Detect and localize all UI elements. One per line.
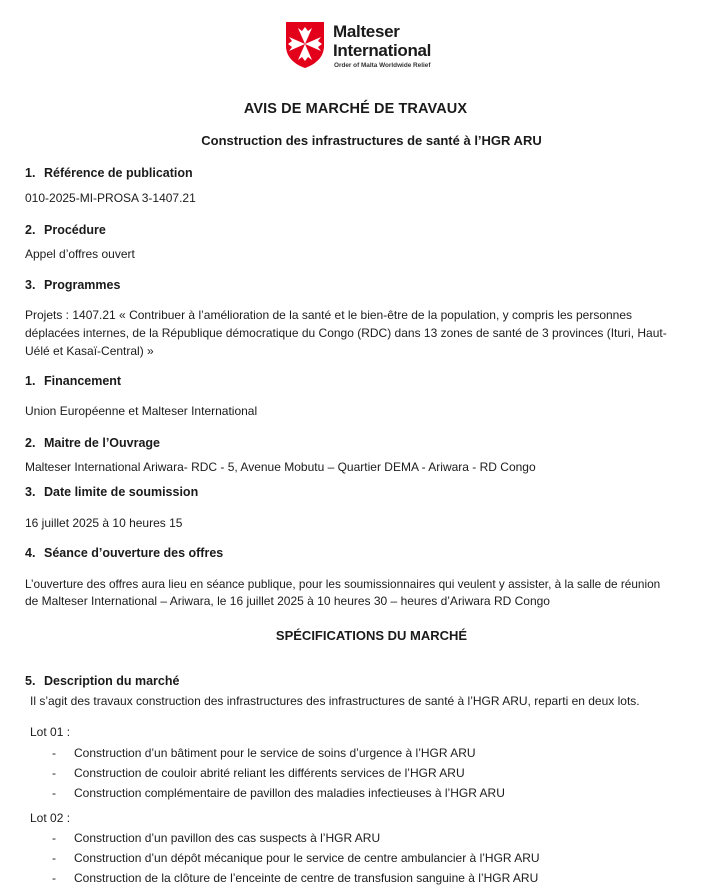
list-item-text: Construction d’un pavillon des cas suspects à l’HGR ARU [74, 831, 381, 845]
section-number: 1. [25, 374, 36, 388]
document-subtitle: Construction des infrastructures de santé à l’HGR ARU [201, 133, 542, 148]
section-text-seance-line1: L’ouverture des offres aura lieu en séance publique, pour les soumissionnaires qui veulent y assister, à la salle de réunion [25, 577, 661, 591]
malteser-logo [284, 20, 444, 76]
list-item-text: Construction d’un bâtiment pour le service de soins d’urgence à l’HGR ARU [74, 746, 476, 760]
section-title: Séance d’ouverture des offres [44, 546, 224, 560]
section-text-programmes-line1: Projets : 1407.21 « Contribuer à l’amélioration de la santé et le bien-être de la population, y compris les personnes [25, 308, 633, 322]
bullet-dash: - [52, 746, 56, 760]
section-text-procedure: Appel d’offres ouvert [25, 247, 135, 261]
section-number: 4. [25, 546, 36, 560]
list-item-text: Construction de couloir abrité reliant les différents services de l’HGR ARU [74, 766, 465, 780]
section-text-financement: Union Européenne et Malteser International [25, 404, 258, 418]
section-heading-description [25, 674, 179, 688]
section-number: 1. [25, 166, 36, 180]
section-title: Maitre de l’Ouvrage [44, 436, 161, 450]
lot-01-label: Lot 01 : [30, 725, 71, 739]
section-text-reference: 010-2025-MI-PROSA 3-1407.21 [25, 191, 196, 205]
logo-wordmark [333, 22, 431, 60]
bullet-dash: - [52, 831, 56, 845]
bullet-dash: - [52, 786, 56, 800]
logo-name-line2: International [333, 41, 432, 60]
section-title: Programmes [44, 278, 121, 292]
section-number: 2. [25, 436, 36, 450]
section-title: Financement [44, 374, 122, 388]
logo-tagline: Order of Malta Worldwide Relief [334, 62, 431, 69]
list-item-text: Construction d’un dépôt mécanique pour le service de centre ambulancier à l’HGR ARU [74, 851, 540, 865]
section-text-programmes-line3: Uélé et Kasaï-Central) » [25, 344, 154, 358]
section-heading-maitre-ouvrage [25, 436, 160, 450]
document-title: AVIS DE MARCHÉ DE TRAVAUX [243, 101, 468, 117]
list-item-text: Construction de la clôture de l’enceinte de centre de transfusion sanguine à l’HGR ARU [74, 871, 539, 885]
maltese-cross-shield-icon [284, 20, 326, 70]
section-number: 3. [25, 485, 36, 499]
description-intro: Il s’agit des travaux construction des infrastructures des infrastructures de santé à l’HGR ARU, reparti en deux lots. [30, 694, 640, 708]
bullet-dash: - [52, 851, 56, 865]
specifications-title: SPÉCIFICATIONS DU MARCHÉ [275, 628, 468, 643]
section-title: Référence de publication [44, 166, 193, 180]
section-number: 3. [25, 278, 36, 292]
section-title: Description du marché [44, 674, 180, 688]
lot-02-label: Lot 02 : [30, 811, 71, 825]
section-heading-seance-ouverture [25, 546, 223, 560]
section-title: Date limite de soumission [44, 485, 199, 499]
list-item-text: Construction complémentaire de pavillon des maladies infectieuses à l’HGR ARU [74, 786, 505, 800]
section-text-programmes-line2: déplacées internes, de la République démocratique du Congo (RDC) dans 13 zones de santé de 3 provinces (Ituri, Haut- [25, 326, 667, 340]
section-heading-programmes [25, 278, 120, 292]
section-text-seance-line2: de Malteser International – Ariwara, le 16 juillet 2025 à 10 heures 30 – heures d’Ariwara RD Congo [25, 594, 550, 608]
section-number: 2. [25, 223, 36, 237]
section-text-maitre-ouvrage: Malteser International Ariwara- RDC - 5, Avenue Mobutu – Quartier DEMA - Ariwara - RD Congo [25, 460, 536, 474]
section-heading-reference [25, 166, 193, 180]
section-title: Procédure [44, 223, 106, 237]
bullet-dash: - [52, 766, 56, 780]
bullet-dash: - [52, 871, 56, 885]
section-heading-date-limite [25, 485, 198, 499]
section-text-date-limite: 16 juillet 2025 à 10 heures 15 [25, 516, 183, 530]
section-heading-financement [25, 374, 121, 388]
section-heading-procedure [25, 223, 106, 237]
logo-name-line1: Malteser [333, 22, 400, 41]
section-number: 5. [25, 674, 36, 688]
